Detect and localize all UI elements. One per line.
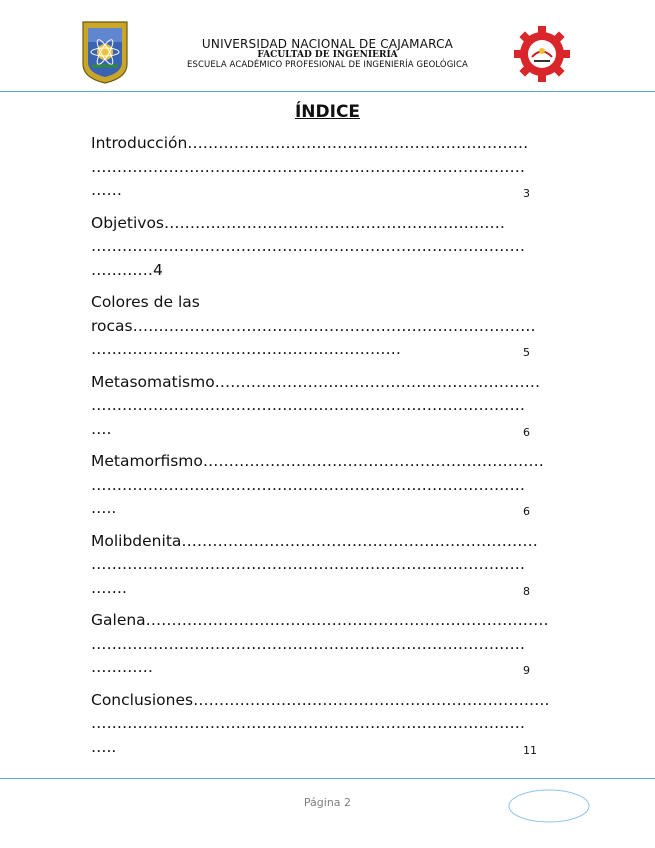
toc-line: ……. (91, 578, 127, 597)
toc-line: ….. (91, 737, 117, 756)
toc-line: ………………………………………………………………………… (91, 475, 525, 494)
university-name: UNIVERSIDAD NACIONAL DE CAJAMARCA (201, 37, 454, 51)
table-of-contents (91, 132, 571, 768)
toc-line: Objetivos………………………………………………………… (91, 213, 505, 232)
page-title: ÍNDICE (294, 102, 361, 122)
footer-rule (0, 778, 655, 779)
toc-line: Metamorfismo………………………………………………………… (91, 452, 544, 470)
toc-line: …………………………………………………… (91, 340, 401, 358)
toc-line: Metasomatismo……………………………………………………… (91, 372, 541, 391)
university-crest-logo (80, 20, 130, 84)
page-number-footer: Página 2 (303, 796, 352, 809)
faculty-name: FACULTAD DE INGENIERÍA (257, 50, 398, 61)
toc-line: …… (91, 181, 122, 199)
toc-entry-objetivos (91, 212, 571, 283)
header-text (150, 38, 505, 70)
toc-page-number: 6 (523, 505, 530, 518)
toc-line: Colores de las (91, 293, 200, 311)
toc-entry-colores-de-las-rocas (91, 291, 571, 362)
toc-line: ………… (91, 658, 153, 676)
toc-page-number: 3 (523, 187, 530, 200)
header-rule (0, 91, 655, 92)
toc-page-number: 9 (523, 664, 530, 677)
toc-line: …………4 (91, 260, 163, 279)
toc-line: Conclusiones…………………………………………………………… (91, 690, 550, 709)
toc-entry-molibdenita (91, 530, 571, 601)
toc-line: rocas…………………………………………………………………… (91, 316, 536, 335)
toc-line: Molibdenita…………………………………………………………… (91, 531, 538, 550)
toc-line: ………………………………………………………………………… (91, 157, 525, 176)
toc-line: Introducción………………………………………………………… (91, 134, 529, 152)
toc-line: ………………………………………………………………………… (91, 555, 525, 573)
toc-page-number: 5 (523, 346, 530, 359)
toc-line: ………………………………………………………………………… (91, 634, 525, 653)
toc-line: ….. (91, 499, 117, 517)
toc-line: …. (91, 419, 112, 438)
toc-line: Galena…………………………………………………………………… (91, 611, 549, 629)
toc-entry-metasomatismo (91, 371, 571, 442)
toc-entry-conclusiones (91, 689, 571, 760)
toc-page-number: 6 (523, 425, 530, 439)
toc-line: ………………………………………………………………………… (91, 396, 525, 414)
school-name: ESCUELA ACADÉMICO PROFESIONAL DE INGENIERÍA GEOLÓGICA (187, 60, 468, 71)
toc-page-number: 8 (523, 584, 530, 598)
toc-line: ………………………………………………………………………… (91, 237, 525, 255)
footer-oval-shape (508, 789, 590, 823)
toc-entry-galena (91, 609, 571, 680)
toc-page-number: 11 (523, 743, 537, 757)
school-gear-logo (510, 24, 574, 84)
toc-line: ………………………………………………………………………… (91, 714, 525, 732)
page-header (0, 0, 655, 92)
toc-entry-introduccion (91, 132, 571, 203)
toc-entry-metamorfismo (91, 450, 571, 521)
